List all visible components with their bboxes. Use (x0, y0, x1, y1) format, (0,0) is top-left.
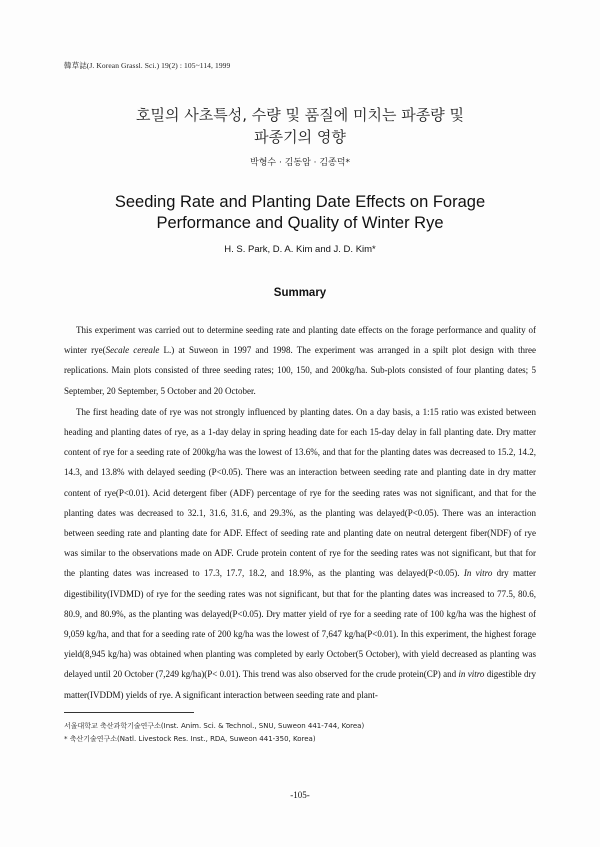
korean-title (0, 104, 600, 148)
paragraph-2-in-vitro-1: In vitro (463, 568, 493, 579)
journal-reference: 韓草誌(J. Korean Grassl. Sci.) 19(2) : 105~114, 1999 (64, 61, 231, 70)
english-title-line1: Seeding Rate and Planting Date Effects on Forage (114, 193, 486, 211)
korean-authors: 박형수 · 김동암 · 김종덕* (250, 158, 350, 168)
footnote-divider (64, 712, 194, 713)
summary-body (64, 320, 536, 705)
summary-heading: Summary (273, 287, 327, 299)
paragraph-2-text-b: dry matter digestibility(IVDMD) of rye for the seeding rates was not significant, but that for the planting dates was increased to 77.5, 80.6, 80.9, and 80.9%, as the planting was delayed(P<0.05). Dry matter yield of rye for a seeding rate of 100 kg/ha was the highest of 9,059 kg/ha, and that for a seeding rate of 200 kg/ha was the lowest of 7,647 kg/ha(P<0.01). In this experiment, the highest forage yield(8,945 kg/ha) was obtained when planting was completed by early October(5 October), with yield decreased as planting was delayed until 20 October (7,249 kg/ha)(P< 0.01). This trend was also observed for the crude protein(CP) and (64, 568, 536, 680)
paragraph-2-text-c: digestible dry matter(IVDDM) yields of rye. A significant interaction between seeding rate and plant- (64, 669, 536, 700)
english-title-line2: Performance and Quality of Winter Rye (156, 214, 444, 232)
paragraph-1-species: Secale cereale (105, 345, 160, 356)
paragraph-1-text-b: L.) at Suweon in 1997 and 1998. The experiment was arranged in a spilt plot design with three replications. Main plots consisted of three seeding rates; 100, 150, and 200kg/ha. Sub-plots consisted of four planting dates; 5 September, 20 September, 5 October and 20 October. (64, 345, 536, 396)
summary-paragraph-1 (64, 320, 536, 401)
paragraph-1-text-a: This experiment was carried out to determine seeding rate and planting date effects on the forage performance and quality of winter rye( (64, 325, 536, 356)
korean-title-line1: 호밀의 사초특성, 수량 및 품질에 미치는 파종량 및 (136, 106, 464, 124)
affiliations (64, 720, 364, 746)
affiliation-line2: * 축산기술연구소(Natl. Livestock Res. Inst., RDA, Suweon 441-350, Korea) (64, 735, 316, 743)
english-authors: H. S. Park, D. A. Kim and J. D. Kim* (224, 244, 376, 255)
english-title (0, 192, 600, 234)
korean-title-line2: 파종기의 영향 (254, 128, 346, 146)
affiliation-line1: 서울대학교 축산과학기술연구소(Inst. Anim. Sci. & Technol., SNU, Suweon 441-744, Korea) (64, 722, 365, 730)
paragraph-2-text-a: The first heading date of rye was not strongly influenced by planting dates. On a day basis, a 1:15 ratio was existed between heading and planting dates of rye, as a 1-day delay in spring heading date for each 15-day delay in fall planting date. Dry matter content of rye for a seeding rate of 200kg/ha was the lowest of 13.6%, and that for the planting dates was decreased to 15.2, 14.2, 14.3, and 13.8% with delayed seeding (P<0.05). There was an interaction between seeding rate and planting date in dry matter content of rye(P<0.01). Acid detergent fiber (ADF) percentage of rye for the seeding rates was not significant, and that for the planting dates was decreased to 32.1, 31.6, 31.6, and 29.3%, as the planting was delayed(P<0.05). There was an interaction between seeding rate and planting date for ADF. Effect of seeding rate and planting date on neutral detergent fiber(NDF) of rye was similar to the observations made on ADF. Crude protein content of rye for the seeding rates was not significant, but that for the planting dates was increased to 17.3, 17.7, 18.2, and 18.9%, as the planting was delayed(P<0.05). (64, 406, 536, 579)
summary-paragraph-2 (64, 402, 536, 705)
page-number: -105- (290, 790, 310, 800)
paragraph-2-in-vitro-2: in vitro (458, 669, 485, 680)
